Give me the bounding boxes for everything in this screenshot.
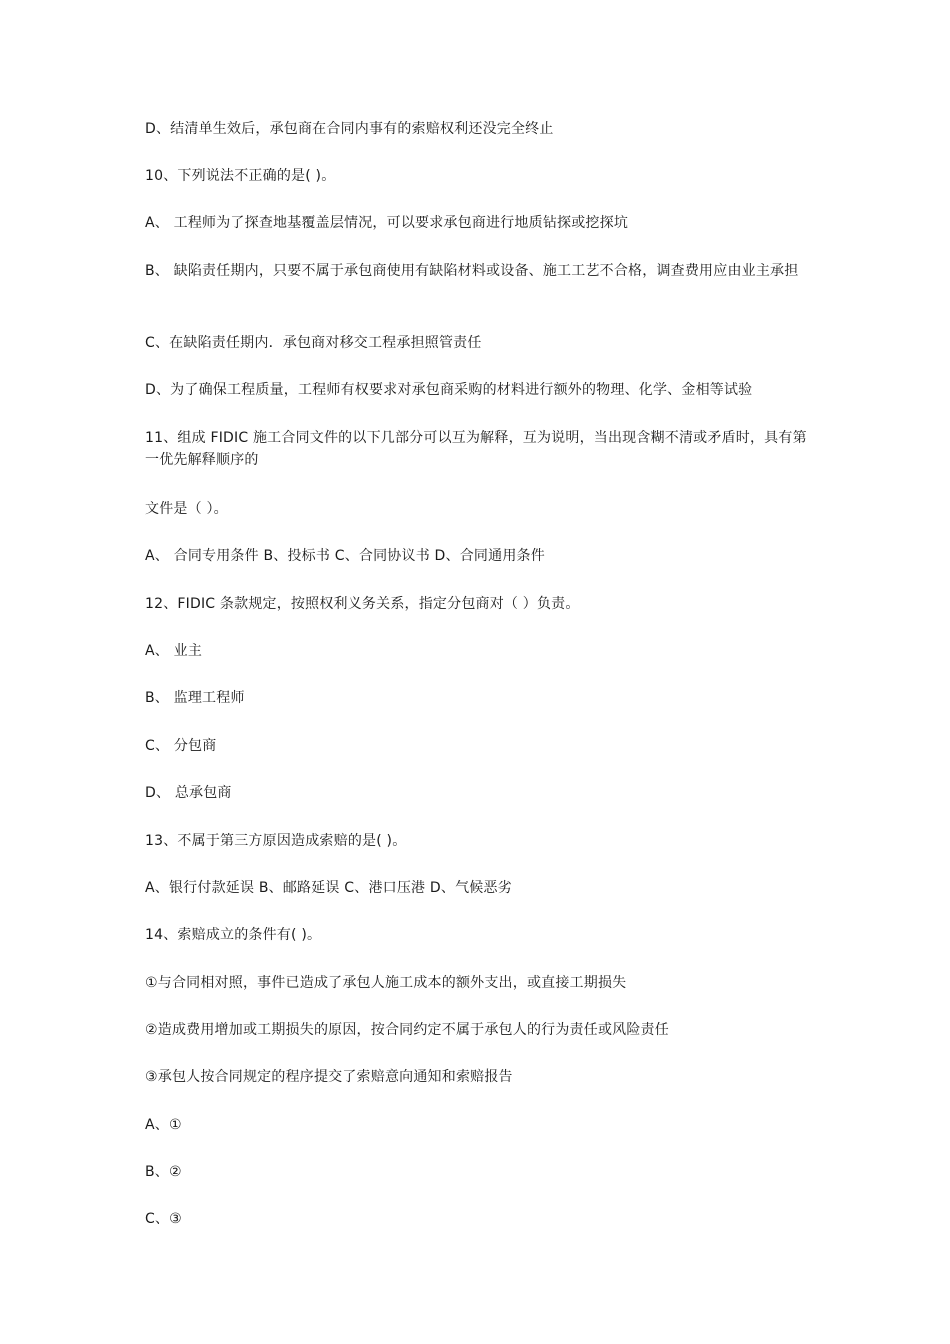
option-a-q12: A、 业主	[145, 643, 203, 659]
option-d-q9: D、结清单生效后，承包商在合同内事有的索赔权利还没完全终止	[145, 121, 554, 137]
question-10: 10、下列说法不正确的是( )。	[145, 168, 336, 184]
question-12: 12、FIDIC 条款规定，按照权利义务关系，指定分包商对（ ）负责。	[145, 596, 580, 612]
option-c-q14: C、③	[145, 1211, 182, 1227]
option-b-q14: B、②	[145, 1164, 182, 1180]
question-11-continued: 文件是（ ）。	[145, 501, 228, 517]
condition-2: ②造成费用增加或工期损失的原因，按合同约定不属于承包人的行为责任或风险责任	[145, 1022, 669, 1038]
option-d-q12: D、 总承包商	[145, 785, 232, 801]
option-c-q12: C、 分包商	[145, 738, 217, 754]
option-a-q10: A、 工程师为了探查地基覆盖层情况，可以要求承包商进行地质钻探或挖探坑	[145, 215, 629, 231]
options-q13: A、银行付款延误 B、邮路延误 C、港口压港 D、气候恶劣	[145, 880, 512, 896]
condition-1: ①与合同相对照，事件已造成了承包人施工成本的额外支出，或直接工期损失	[145, 975, 627, 991]
question-13: 13、不属于第三方原因造成索赔的是( )。	[145, 833, 407, 849]
question-14: 14、索赔成立的条件有( )。	[145, 927, 322, 943]
option-b-q10: B、 缺陷责任期内，只要不属于承包商使用有缺陷材料或设备、施工工艺不合格，调查费用应由业主承担	[145, 263, 799, 279]
question-11: 11、组成 FIDIC 施工合同文件的以下几部分可以互为解释，互为说明，当出现含糊不清或矛盾时，具有第一优先解释顺序的	[145, 430, 807, 468]
condition-3: ③承包人按合同规定的程序提交了索赔意向通知和索赔报告	[145, 1069, 513, 1085]
option-a-q14: A、①	[145, 1117, 182, 1133]
option-d-q10: D、为了确保工程质量，工程师有权要求对承包商采购的材料进行额外的物理、化学、金相等试验	[145, 382, 753, 398]
option-b-q12: B、 监理工程师	[145, 690, 245, 706]
options-q11: A、 合同专用条件 B、投标书 C、合同协议书 D、合同通用条件	[145, 548, 545, 564]
option-c-q10: C、在缺陷责任期内．承包商对移交工程承担照管责任	[145, 335, 482, 351]
